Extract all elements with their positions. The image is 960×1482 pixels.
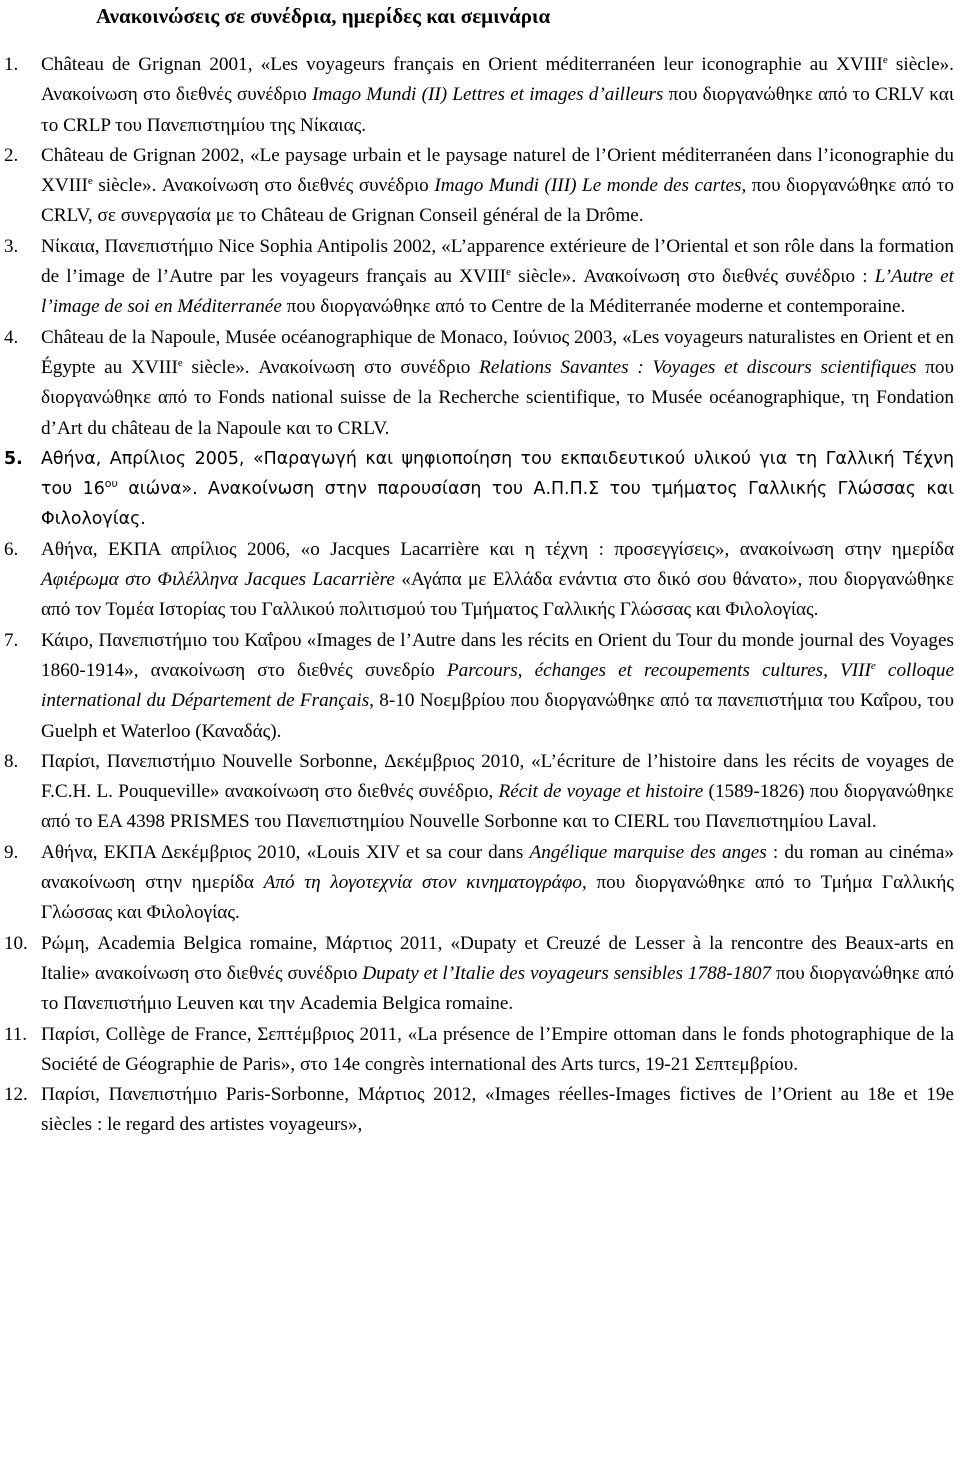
item-number: 9. — [4, 841, 19, 863]
list-item — [4, 626, 956, 747]
item-number: 5. — [4, 448, 23, 469]
text-run: Αθήνα, Απρίλιος 2005, «Παραγωγή και ψηφιοποίηση του εκπαιδευτικού υλικού για τη Γαλλική Τέχνη του 16 — [41, 448, 954, 500]
text-run: Château de Grignan 2002, «Le paysage urbain et le paysage naturel de l’Orient méditerranéen dans l’iconographie du XVIII — [41, 144, 954, 197]
italic-title: Angélique marquise des anges — [529, 841, 767, 863]
text-run: : du roman au cinéma» ανακοίνωση στην ημερίδα — [41, 841, 955, 894]
text-run: Παρίσι, Πανεπιστήμιο Nouvelle Sorbonne, Δεκέμβριος 2010, «L’écriture de l’histoire dans les récits de voyages de F.C.H. L. Pouqueville» ανακοίνωση στο διεθνές συνέδριο, — [41, 750, 954, 803]
item-text — [41, 535, 954, 626]
item-number: 3. — [4, 235, 19, 257]
superscript: e — [87, 175, 93, 188]
italic-title: Imago Mundi (III) Le monde des cartes, — [434, 175, 747, 197]
text-run: siècle». Ανακοίνωση στο διεθνές συνέδριο : — [510, 266, 875, 288]
italic-title: Relations Savantes : Voyages et discours scientifiques — [479, 356, 917, 378]
italic-title: Récit de voyage et histoire — [498, 781, 704, 803]
text-run: Ρώμη, Academia Belgica romaine, Μάρτιος 2011, «Dupaty et Creuzé de Lesser à la rencontre des Beaux-arts en Italie» ανακοίνωση στο διεθνές συνέδριο — [41, 932, 954, 984]
list-item — [4, 232, 956, 323]
superscript: e — [870, 659, 876, 672]
text-run: Château de la Napoule, Musée océanographique de Monaco, Ιούνιος 2003, «Les voyageurs naturalistes en Orient et en Égypte au XVIII — [41, 326, 954, 378]
text-run: Παρίσι, Πανεπιστήμιο Paris-Sorbonne, Μάρτιος 2012, «Images réelles-Images fictives de l’Orient au 18e et 19e siècles : le regard des artistes voyageurs», — [41, 1084, 954, 1136]
item-text — [41, 1020, 954, 1081]
text-run: Κάιρο, Πανεπιστήμιο του Καΐρου «Images de l’Autre dans les récits en Orient du Tour du monde journal des Voyages 1860-1914», ανακοίνωση στο διεθνές συνεδρίο — [41, 629, 954, 681]
item-number: 12. — [4, 1084, 28, 1106]
item-number: 11. — [4, 1023, 28, 1045]
text-run: Αθήνα, ΕΚΠΑ απρίλιος 2006, «ο Jacques Lacarrière και η τέχνη : προσεγγίσεις», ανακοίνωση στην ημερίδα — [41, 538, 954, 560]
item-text — [41, 323, 954, 444]
text-run: siècle». Ανακοίνωση στο διεθνές συνέδριο — [41, 54, 954, 106]
list-item — [4, 929, 956, 1020]
text-run: Νίκαια, Πανεπιστήμιο Nice Sophia Antipolis 2002, «L’apparence extérieure de l’Oriental et son rôle dans la formation de l’image de l’Autre par les voyageurs français au XVIII — [41, 235, 954, 288]
italic-title: Dupaty et l’Italie des voyageurs sensibles 1788-1807 — [362, 962, 772, 984]
superscript: e — [506, 266, 511, 279]
superscript: ου — [104, 477, 118, 491]
item-number: 6. — [4, 538, 19, 560]
italic-title: L’Autre et l’image de soi en Méditerranée — [41, 266, 954, 318]
item-text — [41, 50, 954, 141]
list-item — [4, 444, 956, 535]
text-run: που διοργανώθηκε από το Fonds national suisse de la Recherche scientifique, το Musée océanographique, τη Fondation d’Art du château de la Napoule και το CRLV. — [41, 356, 954, 439]
italic-title: Αφιέρωμα στο Φιλέλληνα Jacques Lacarrière — [41, 569, 395, 591]
list-item — [4, 323, 956, 444]
italic-title: Imago Mundi (II) Lettres et images d’ailleurs — [312, 84, 664, 106]
text-run: 8-10 Νοεμβρίου που διοργανώθηκε από τα πανεπιστήμια του Καΐρου, του Guelph et Waterloo (Καναδάς). — [41, 690, 954, 742]
item-number: 2. — [4, 144, 19, 166]
section-heading: Ανακοινώσεις σε συνέδρια, ημερίδες και σεμινάρια — [96, 4, 551, 28]
text-run: που διοργανώθηκε από το CRLV, σε συνεργασία με το Château de Grignan Conseil général de la Drôme. — [41, 175, 954, 227]
italic-title: Από τη λογοτεχνία στον κινηματογράφο, — [263, 872, 587, 894]
text-run: «Αγάπα με Ελλάδα ενάντια στο δικό σου θάνατο», που διοργανώθηκε από τον Τομέα Ιστορίας του Γαλλικού πολιτισμού του Τμήματος Γαλλικής Γλώσσας και Φιλολογίας. — [41, 569, 955, 621]
text-run: siècle». Ανακοίνωση στο συνέδριο — [182, 356, 480, 378]
item-number: 10. — [4, 932, 28, 954]
text-run: που διοργανώθηκε από το Centre de la Méditerranée moderne et contemporaine. — [281, 296, 906, 318]
list-item — [4, 1080, 956, 1141]
list-item — [4, 535, 956, 626]
italic-title: colloque international du Département de Français, — [41, 659, 954, 712]
superscript: e — [177, 356, 183, 369]
item-number: 4. — [4, 326, 19, 348]
presentations-list — [4, 50, 956, 1141]
list-item — [4, 50, 956, 141]
list-item — [4, 141, 956, 232]
item-text — [41, 626, 954, 747]
text-run: αιώνα». Ανακοίνωση στην παρουσίαση του Α.Π.Π.Σ του τμήματος Γαλλικής Γλώσσας και Φιλολογίας. — [41, 479, 954, 530]
item-number: 1. — [4, 54, 19, 75]
text-run: siècle». Ανακοίνωση στο διεθνές συνέδριο — [92, 175, 435, 197]
text-run: Château de Grignan 2001, «Les voyageurs français en Orient méditerranéen leur iconographie au XVIII — [41, 54, 883, 75]
text-run: Παρίσι, Collège de France, Σεπτέμβριος 2011, «La présence de l’Empire ottoman dans le fonds photographique de la Société de Géographie de Paris», στο 14e congrès international des Arts turcs, 19-21 Σεπτεμβρίου. — [41, 1023, 954, 1075]
item-text — [41, 929, 954, 1020]
item-text — [41, 141, 954, 232]
item-text — [41, 232, 954, 323]
text-run: (1589-1826) που διοργανώθηκε από το EA 4398 PRISMES του Πανεπιστημίου Nouvelle Sorbonne και το CIERL του Πανεπιστημίου Laval. — [41, 781, 954, 833]
item-number: 8. — [4, 750, 19, 772]
item-text — [41, 444, 954, 535]
list-item — [4, 838, 956, 929]
text-run: που διοργανώθηκε από το Τμήμα Γαλλικής Γλώσσας και Φιλολογίας. — [41, 872, 954, 924]
italic-title: Parcours, échanges et recoupements cultures, VIII — [446, 659, 871, 681]
text-run: που διοργανώθηκε από το CRLV και το CRLP του Πανεπιστημίου της Νίκαιας. — [41, 84, 955, 136]
text-run: Αθήνα, ΕΚΠΑ Δεκέμβριος 2010, «Louis XIV et sa cour dans — [41, 841, 530, 863]
item-text — [41, 1080, 954, 1141]
text-run: που διοργανώθηκε από το Πανεπιστήμιο Leuven και την Academia Belgica romaine. — [41, 962, 955, 1015]
list-item — [4, 1020, 956, 1081]
superscript: e — [882, 54, 888, 66]
item-number: 7. — [4, 629, 19, 651]
item-text — [41, 838, 954, 929]
item-text — [41, 747, 954, 838]
list-item — [4, 747, 956, 838]
